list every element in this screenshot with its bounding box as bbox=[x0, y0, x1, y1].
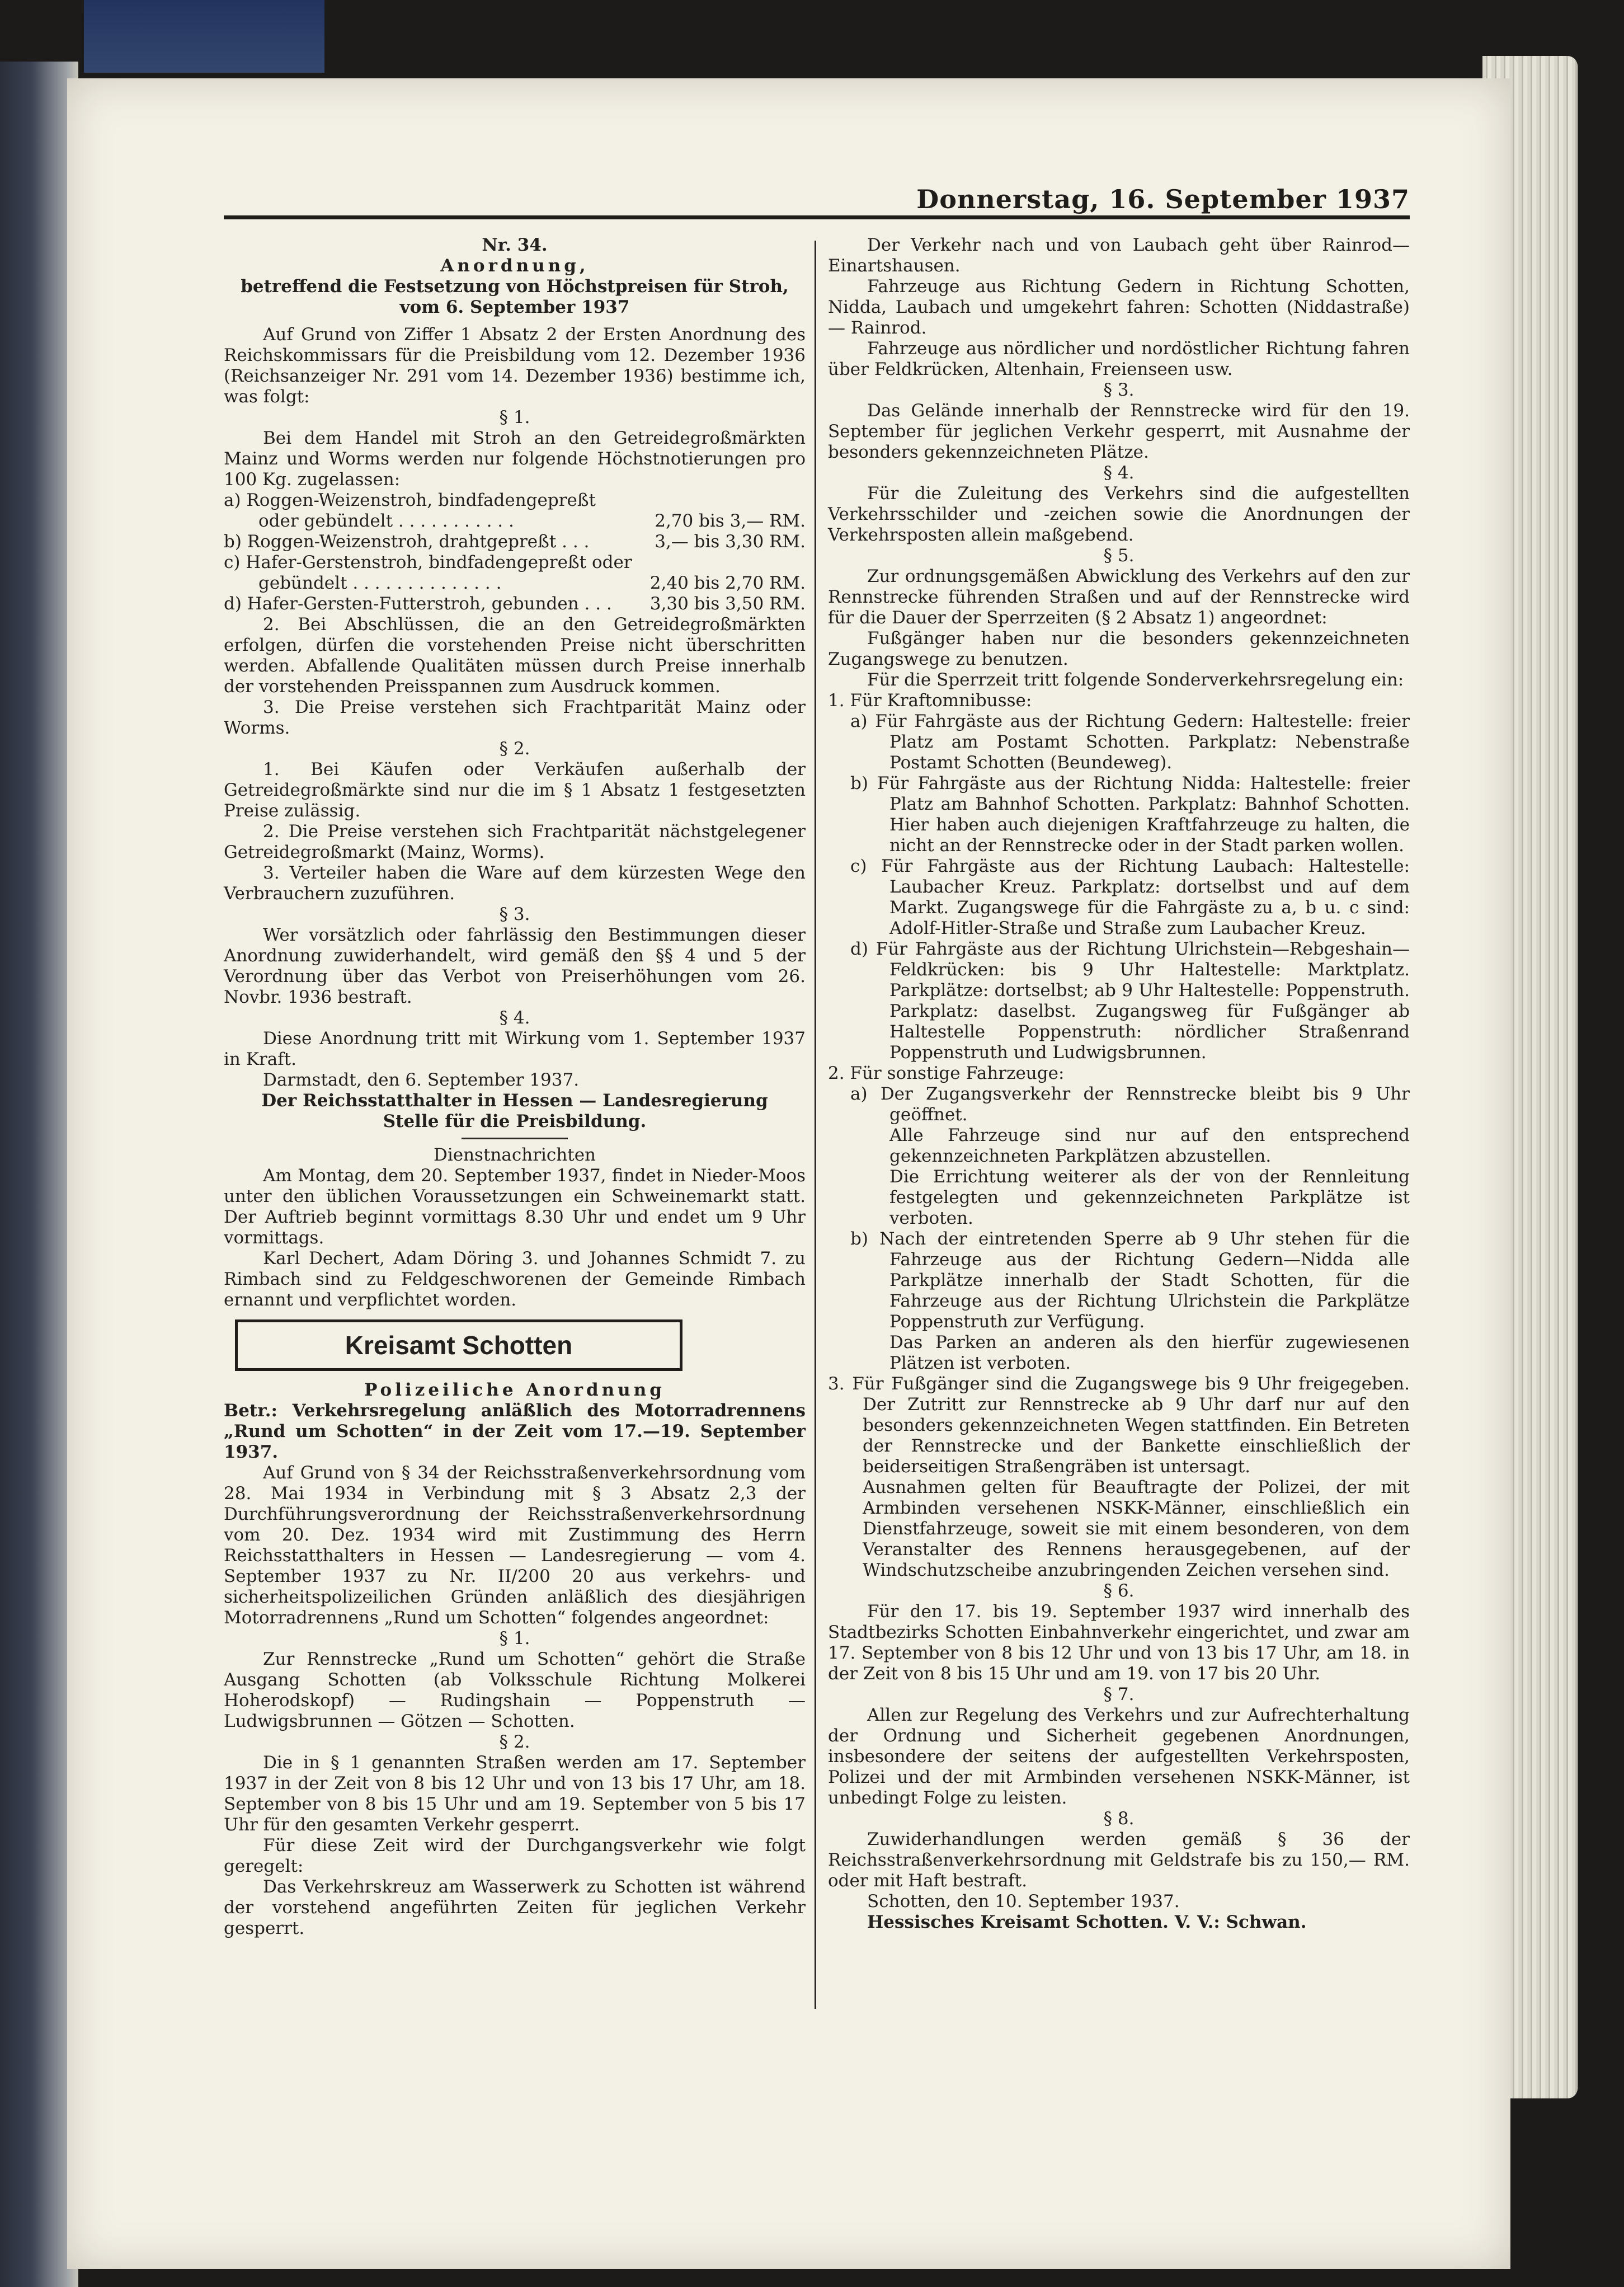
section-3-heading: § 3. bbox=[499, 904, 530, 924]
section-4-text: Diese Anordnung tritt mit Wirkung vom 1. September 1937 in Kraft. bbox=[224, 1029, 806, 1069]
notice-subtitle: betreffend die Festsetzung von Höchstpreisen für Stroh, bbox=[241, 276, 789, 297]
section-3-text: Wer vorsätzlich oder fahrlässig den Bestimmungen dieser Anordnung zuwiderhandelt, wird gemäß den §§ 4 und 5 der Verordnung über das Verbot von Preiserhöhungen vom 26. Novbr. 1936 bestraft. bbox=[224, 925, 806, 1007]
kreisamt-box bbox=[235, 1319, 682, 1371]
price-item-c-label: c) Hafer-Gerstenstroh, bindfadengepreßt oder bbox=[224, 552, 632, 572]
price-item-c: gebündelt . . . . . . . . . . . . . . 2,40 bis 2,70 RM. bbox=[258, 573, 806, 593]
section-1-para-2: 2. Bei Abschlüssen, die an den Getreidegroßmärkten erfolgen, dürfen die vorstehenden Preise nicht überschritten werden. Abfallende Qualitäten müssen durch Preise innerhalb der vorstehenden Preisspannen zum Ausdruck kommen. bbox=[224, 614, 806, 697]
rule-3: 3. Für Fußgänger sind die Zugangswege bis 9 Uhr freigegeben. Der Zutritt zur Rennstrecke ab 9 Uhr darf nur auf den besonders gekennzeichneten Wegen stattfinden. Ein Betreten der Rennstrecke und der Bankette einschließlich der beiderseitigen Straßengräben ist untersagt. bbox=[828, 1374, 1410, 1477]
rule-2b-2: Das Parken an anderen als den hierfür zugewiesenen Plätzen ist verboten. bbox=[889, 1332, 1410, 1373]
rule-2a-2: Alle Fahrzeuge sind nur auf den entsprechend gekennzeichneten Parkplätzen abzustellen. bbox=[889, 1125, 1410, 1166]
rule-3-exceptions: Ausnahmen gelten für Beauftragte der Polizei, der mit Armbinden versehenen NSKK-Männer, einschließlich ein Dienstfahrzeuge, soweit sie mit einem besonderen, von dem Veranstalter des Rennens herausgegebenen, auf der Windschutzscheibe anzubringenden Zeichen versehen sind. bbox=[863, 1477, 1410, 1580]
notice-title: Anordnung, bbox=[440, 256, 589, 276]
section-3r-text: Das Gelände innerhalb der Rennstrecke wird für den 19. September für jeglichen Verkehr gesperrt, mit Ausnahme der besonders gekennzeichneten Plätze. bbox=[828, 401, 1410, 462]
police-order-intro: Auf Grund von § 34 der Reichsstraßenverkehrsordnung vom 28. Mai 1934 in Verbindung mit § 3 Absatz 2,3 der Durchführungsverordnung der Reichsstraßenverkehrsordnung vom 20. Dez. 1934 wird mit Zustimmung des Herrn Reichsstatthalters in Hessen — Landesregierung — vom 4. September 1937 zu Nr. II/200 20 aus verkehrs- und sicherheitspolizeilichen Gründen anläßlich des diesjährigen Motorradrennens „Rund um Schotten“ folgendes angeordnet: bbox=[224, 1463, 806, 1628]
price-item-a-label: a) Roggen-Weizenstroh, bindfadengepreßt bbox=[224, 490, 596, 510]
section-2-para-3: 3. Verteiler haben die Ware auf dem kürzesten Wege den Verbrauchern zuzuführen. bbox=[224, 863, 806, 904]
right-column bbox=[828, 235, 1410, 1933]
section-4-heading: § 4. bbox=[499, 1008, 530, 1028]
section-8r-text: Zuwiderhandlungen werden gemäß § 36 der Reichsstraßenverkehrsordnung mit Geldstrafe bis zu 150,— RM. oder mit Haft bestraft. bbox=[828, 1829, 1410, 1891]
price-item-d: d) Hafer-Gersten-Futterstroh, gebunden . . . 3,30 bis 3,50 RM. bbox=[224, 594, 806, 614]
header-date: Donnerstag, 16. September 1937 bbox=[916, 184, 1410, 214]
right-place-date: Schotten, den 10. September 1937. bbox=[867, 1891, 1180, 1912]
rule-2-heading: 2. Für sonstige Fahrzeuge: bbox=[828, 1063, 1065, 1083]
short-rule bbox=[462, 1138, 568, 1139]
section-5r-text-2: Fußgänger haben nur die besonders gekennzeichneten Zugangswege zu benutzen. bbox=[828, 628, 1410, 669]
police-section-2-text-2: Für diese Zeit wird der Durchgangsverkehr wie folgt geregelt: bbox=[224, 1835, 806, 1876]
section-1-heading: § 1. bbox=[499, 407, 530, 428]
police-section-1-heading: § 1. bbox=[499, 1628, 530, 1649]
section-2-para-1: 1. Bei Käufen oder Verkäufen außerhalb der Getreidegroßmärkte sind nur die im § 1 Absatz 1 festgesetzten Preise zulässig. bbox=[224, 759, 806, 821]
section-5r-text-1: Zur ordnungsgemäßen Abwicklung des Verkehrs auf den zur Rennstrecke führenden Straßen und auf der Rennstrecke wird für die Dauer der Sperrzeiten (§ 2 Absatz 1) angeordnet: bbox=[828, 566, 1410, 628]
column-divider bbox=[815, 241, 816, 2009]
section-4r-text: Für die Zuleitung des Verkehrs sind die aufgestellten Verkehrsschilder und -zeichen sowie die Anordnungen der Verkehrsposten allein maßgebend. bbox=[828, 483, 1410, 545]
price-item-b: b) Roggen-Weizenstroh, drahtgepreßt . . . 3,— bis 3,30 RM. bbox=[224, 532, 806, 552]
signer-line-1: Der Reichsstatthalter in Hessen — Landesregierung bbox=[261, 1091, 768, 1111]
section-1-text: Bei dem Handel mit Stroh an den Getreidegroßmärkten Mainz und Worms werden nur folgende Höchstnotierungen pro 100 Kg. zugelassen: bbox=[224, 428, 806, 490]
rule-2b-1: b) Nach der eintretenden Sperre ab 9 Uhr stehen für die Fahrzeuge aus der Richtung Gedern—Nidda alle Parkplätze innerhalb der Stadt Schotten, für die Fahrzeuge aus der Richtung Ulrichstein die Parkplätze Poppenstruth zur Verfügung. bbox=[850, 1229, 1410, 1332]
book-cover-edge bbox=[84, 0, 324, 73]
betreff: Betr.: Verkehrsregelung anläßlich des Motorradrennens „Rund um Schotten“ in der Zeit vom 17.—19. September 1937. bbox=[224, 1401, 806, 1462]
rule-1b: b) Für Fahrgäste aus der Richtung Nidda: Haltestelle: freier Platz am Bahnhof Schotten. Parkplatz: Bahnhof Schotten. Hier haben auch diejenigen Kraftfahrzeuge zu halten, die nicht an der Rennstrecke oder in der Stadt parken wollen. bbox=[850, 773, 1410, 856]
notice-intro: Auf Grund von Ziffer 1 Absatz 2 der Ersten Anordnung des Reichskommissars für die Preisbildung vom 12. Dezember 1936 (Reichsanzeiger Nr. 291 vom 14. Dezember 1936) bestimme ich, was folgt: bbox=[224, 325, 806, 407]
section-5r-heading: § 5. bbox=[1103, 546, 1135, 566]
section-5r-text-3: Für die Sperrzeit tritt folgende Sonderverkehrsregelung ein: bbox=[867, 670, 1404, 690]
notice-number: Nr. 34. bbox=[482, 235, 548, 255]
rule-1d: d) Für Fahrgäste aus der Richtung Ulrichstein—Rebgeshain—Feldkrücken: bis 9 Uhr Haltestelle: Marktplatz. Parkplätze: dortselbst; ab 9 Uhr Haltestelle: Poppenstruth. Parkplatz: daselbst. Zugangsweg für Fußgänger ab Haltestelle Poppenstruth: nördlicher Straßenrand Poppenstruth und Ludwigsbrunnen. bbox=[850, 939, 1410, 1063]
rule-2a-3: Die Errichtung weiterer als der von der Rennleitung festgelegten und gekennzeichneten Parkplätze ist verboten. bbox=[889, 1167, 1410, 1228]
book-binding bbox=[0, 62, 78, 2287]
traffic-para-2: Fahrzeuge aus Richtung Gedern in Richtung Schotten, Nidda, Laubach und umgekehrt fahren: Schotten (Niddastraße) — Rainrod. bbox=[828, 276, 1410, 338]
traffic-para-1: Der Verkehr nach und von Laubach geht über Rainrod—Einartshausen. bbox=[828, 235, 1410, 276]
section-7r-text: Allen zur Regelung des Verkehrs und zur Aufrechterhaltung der Ordnung und Sicherheit gegebenen Anordnungen, insbesondere der seitens der aufgestellten Verkehrsposten, Polizei und der mit Armbinden versehenen NSKK-Männer, ist unbedingt Folge zu leisten. bbox=[828, 1705, 1410, 1808]
police-section-2-text-3: Das Verkehrskreuz am Wasserwerk zu Schotten ist während der vorstehend angeführten Zeiten für jeglichen Verkehr gesperrt. bbox=[224, 1877, 806, 1938]
section-8r-heading: § 8. bbox=[1103, 1809, 1135, 1829]
dienst-heading: Dienstnachrichten bbox=[433, 1145, 596, 1165]
signer-line-2: Stelle für die Preisbildung. bbox=[383, 1111, 647, 1131]
section-2-heading: § 2. bbox=[499, 739, 530, 759]
section-6r-heading: § 6. bbox=[1103, 1581, 1135, 1601]
place-date: Darmstadt, den 6. September 1937. bbox=[263, 1070, 580, 1090]
section-3r-heading: § 3. bbox=[1103, 380, 1135, 400]
section-4r-heading: § 4. bbox=[1103, 463, 1135, 483]
kreisamt-title: Kreisamt Schotten bbox=[345, 1330, 573, 1360]
signature: Hessisches Kreisamt Schotten. V. V.: Schwan. bbox=[867, 1912, 1307, 1932]
rule-2a-1: a) Der Zugangsverkehr der Rennstrecke bleibt bis 9 Uhr geöffnet. bbox=[850, 1084, 1410, 1125]
rule-1c: c) Für Fahrgäste aus der Richtung Laubach: Haltestelle: Laubacher Kreuz. Parkplatz: dortselbst und auf dem Markt. Zugangswege für die Fahrgäste zu a, b u. c sind: Adolf-Hitler-Straße und Straße zum Laubacher Kreuz. bbox=[850, 856, 1410, 938]
section-2-para-2: 2. Die Preise verstehen sich Frachtparität nächstgelegener Getreidegroßmarkt (Mainz, Worms). bbox=[224, 821, 806, 862]
dienst-para-1: Am Montag, dem 20. September 1937, findet in Nieder-Moos unter den üblichen Voraussetzungen ein Schweinemarkt statt. Der Auftrieb beginnt vormittags 8.30 Uhr und endet um 9 Uhr vormittags. bbox=[224, 1166, 806, 1248]
police-section-2-heading: § 2. bbox=[499, 1732, 530, 1752]
dienst-para-2: Karl Dechert, Adam Döring 3. und Johannes Schmidt 7. zu Rimbach sind zu Feldgeschworenen der Gemeinde Rimbach ernannt und verpflichtet worden. bbox=[224, 1248, 806, 1310]
page-header bbox=[224, 184, 1410, 219]
section-1-para-3: 3. Die Preise verstehen sich Frachtparität Mainz oder Worms. bbox=[224, 697, 806, 738]
price-item-a: oder gebündelt . . . . . . . . . . . 2,70 bis 3,— RM. bbox=[258, 511, 806, 531]
rule-1-heading: 1. Für Kraftomnibusse: bbox=[828, 691, 1032, 711]
police-section-2-text-1: Die in § 1 genannten Straßen werden am 17. September 1937 in der Zeit von 8 bis 12 Uhr und von 13 bis 17 Uhr, am 18. September von 8 bis 15 Uhr und am 19. September von 5 bis 17 Uhr für den gesamten Verkehr gesperrt. bbox=[224, 1753, 806, 1835]
notice-date: vom 6. September 1937 bbox=[399, 297, 630, 317]
rule-1a: a) Für Fahrgäste aus der Richtung Gedern: Haltestelle: freier Platz am Postamt Schotten. Parkplatz: Nebenstraße Postamt Schotten (Beundeweg). bbox=[850, 711, 1410, 773]
police-order-title: Polizeiliche Anordnung bbox=[364, 1380, 665, 1400]
police-section-1-text: Zur Rennstrecke „Rund um Schotten“ gehört die Straße Ausgang Schotten (ab Volksschule Richtung Molkerei Hoherodskopf) — Rudingshain — Poppenstruth — Ludwigsbrunnen — Götzen — Schotten. bbox=[224, 1649, 806, 1731]
left-column bbox=[224, 235, 806, 1939]
traffic-para-3: Fahrzeuge aus nördlicher und nordöstlicher Richtung fahren über Feldkrücken, Altenhain, Freienseen usw. bbox=[828, 339, 1410, 379]
price-list bbox=[224, 490, 806, 614]
section-6r-text: Für den 17. bis 19. September 1937 wird innerhalb des Stadtbezirks Schotten Einbahnverkehr eingerichtet, und zwar am 17. September von 8 bis 12 Uhr und von 13 bis 17 Uhr, am 18. in der Zeit von 8 bis 15 Uhr und am 19. von 17 bis 20 Uhr. bbox=[828, 1602, 1410, 1684]
section-7r-heading: § 7. bbox=[1103, 1684, 1135, 1704]
